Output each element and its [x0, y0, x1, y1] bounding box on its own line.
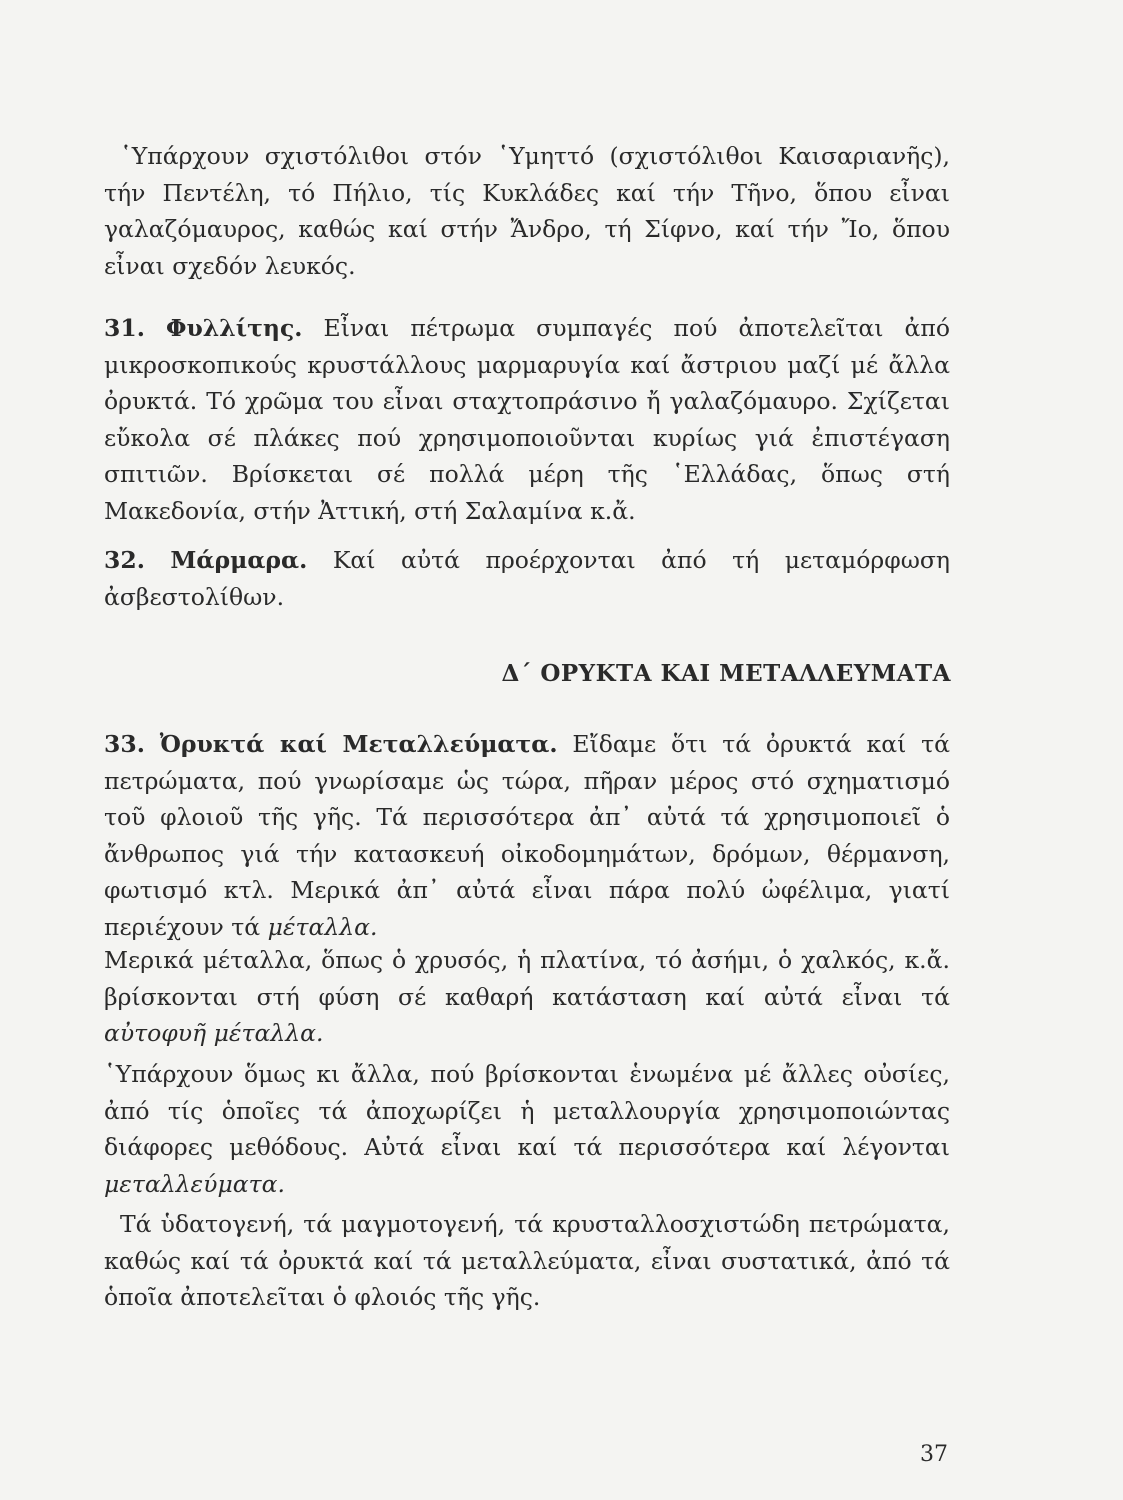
section-32-text: Καί αὐτά προέρχονται ἀπό τή μεταμόρφωση ἀσβεστολίθων.	[104, 546, 950, 611]
final-paragraph	[104, 1206, 950, 1316]
section-32-paragraph	[104, 542, 950, 615]
intro-paragraph	[104, 138, 950, 284]
section-31-paragraph	[104, 310, 950, 529]
section-33-term: Ὀρυκτά καί Μεταλλεύματα.	[159, 730, 558, 758]
native-metals-italic-term: αὐτοφυῆ μέταλλα.	[104, 1019, 324, 1047]
chapter-heading: Δ΄ ΟΡΥΚΤΑ ΚΑΙ ΜΕΤΑΛΛΕΥΜΑΤΑ	[501, 660, 951, 687]
ores-paragraph	[104, 1056, 950, 1202]
section-32-term: Μάρμαρα.	[170, 546, 308, 574]
native-metals-paragraph	[104, 942, 950, 1052]
section-33-number: 33.	[104, 730, 145, 758]
final-text: Τά ὑδατογενή, τά μαγμοτογενή, τά κρυσταλλοσχιστώδη πετρώματα, καθώς καί τά ὀρυκτά καί τά μεταλλεύματα, εἶναι συστατικά, ἀπό τά ὁποῖα ἀποτελεῖται ὁ φλοιός τῆς γῆς.	[104, 1210, 950, 1311]
section-32-number: 32.	[104, 546, 145, 574]
section-31-text: Εἶναι πέτρωμα συμπαγές πού ἀποτελεῖται ἀπό μικροσκοπικούς κρυστάλλους μαρμαρυγία καί ἄστριου μαζί μέ ἄλλα ὀρυκτά. Τό χρῶμα του εἶναι σταχτοπράσινο ἤ γαλαζόμαυρο. Σχίζεται εὔκολα σέ πλάκες πού χρησιμοποιοῦνται κυρίως γιά ἐπιστέγαση σπιτιῶν. Βρίσκεται σέ πολλά μέρη τῆς ῾Ελλάδας, ὅπως στή Μακεδονία, στήν Ἀττική, στή Σαλαμίνα κ.ἄ.	[104, 314, 950, 525]
ores-text: ῾Υπάρχουν ὅμως κι ἄλλα, πού βρίσκονται ἑνωμένα μέ ἄλλες οὐσίες, ἀπό τίς ὁποῖες τά ἀποχωρίζει ἡ μεταλλουργία χρησιμοποιώντας διάφορες μεθόδους. Αὐτά εἶναι καί τά περισσότερα καί λέγονται	[104, 1060, 950, 1161]
section-33-paragraph	[104, 726, 950, 945]
section-31-number: 31.	[104, 314, 145, 342]
section-31-term: Φυλλίτης.	[165, 314, 303, 342]
page-number: 37	[920, 1442, 948, 1467]
native-metals-text: Μερικά μέταλλα, ὅπως ὁ χρυσός, ἡ πλατίνα, τό ἀσήμι, ὁ χαλκός, κ.ἄ. βρίσκονται στή φύση σέ καθαρή κατάσταση καί αὐτά εἶναι τά	[104, 946, 950, 1011]
section-33-italic-term: μέταλλα.	[267, 912, 378, 941]
section-33-text: Εἴδαμε ὅτι τά ὀρυκτά καί τά πετρώματα, πού γνωρίσαμε ὡς τώρα, πῆραν μέρος στό σχηματισμό τοῦ φλοιοῦ τῆς γῆς. Τά περισσότερα ἀπ᾿ αὐτά τά χρησιμοποιεῖ ὁ ἄνθρωπος γιά τήν κατασκευή οἰκοδομημάτων, δρόμων, θέρμανση, φωτισμό κτλ. Μερικά ἀπ᾿ αὐτά εἶναι πάρα πολύ ὠφέλιμα, γιατί περιέχουν τά	[104, 730, 950, 941]
intro-text: ῾Υπάρχουν σχιστόλιθοι στόν ῾Υμηττό (σχιστόλιθοι Καισαριανῆς), τήν Πεντέλη, τό Πήλιο, τίς Κυκλάδες καί τήν Τῆνο, ὅπου εἶναι γαλαζόμαυρος, καθώς καί στήν Ἄνδρο, τή Σίφνο, καί τήν Ἴο, ὅπου εἶναι σχεδόν λευκός.	[104, 142, 950, 280]
ores-italic-term: μεταλλεύματα.	[104, 1169, 285, 1198]
